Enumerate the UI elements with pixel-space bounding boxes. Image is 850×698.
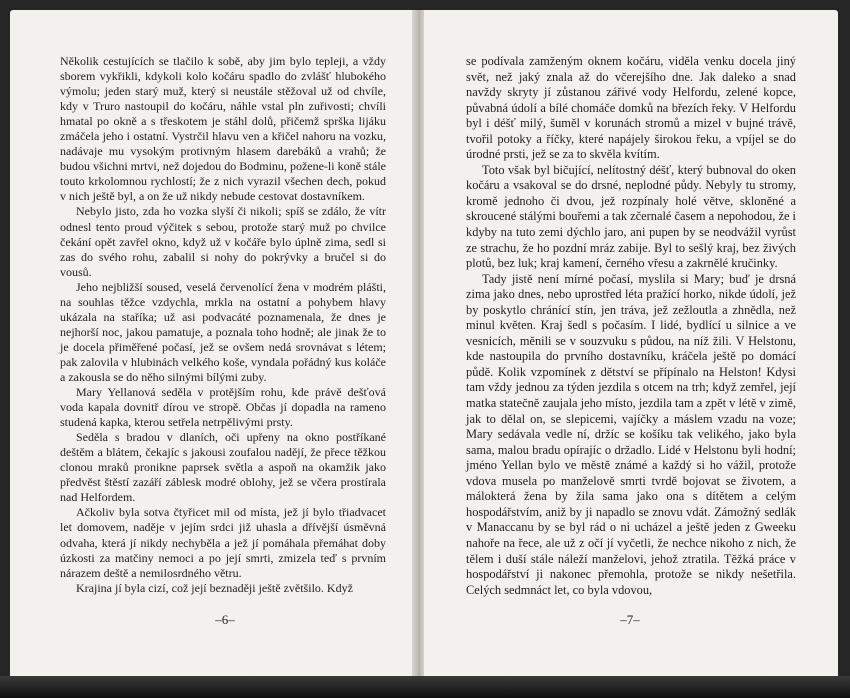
page-number: –7– xyxy=(620,612,640,627)
paragraph: Nebylo jisto, zda ho vozka slyší či nikoli; spíš se zdálo, že vítr odnesl tento proud výčitek s sebou, protože starý muž po chvilce čekání opět zavřel okno, když už v kočáře bylo úplně zima, sedl si zas do svého rohu, zabalil si nohy do pokrývky a bručel si do vousů. xyxy=(60,204,386,279)
paragraph: Toto však byl bičující, nelítostný déšť, který bubnoval do oken kočáru a vsakoval se do drsné, neplodné půdy. Nebyly tu stromy, kromě jednoho či dvou, jež rozpínaly holé větve, skloněné a skroucené stálými bouřemi a tak zčernalé časem a nepohodou, že i kdyby na tuto zemi dýchlo jaro, ani pupen by se neodvážil vyrůst ze strachu, že ho pozdní mráz zabije. Byl to sešlý kraj, bez živých plotů, bez luk; kraj kamení, černého vřesu a zakrnělé kručinky. xyxy=(466,162,796,271)
paragraph: Mary Yellanová seděla v protějším rohu, kde právě dešťová voda kapala dovnitř dírou ve stropě. Občas jí dopadla na rameno studená kapka, kterou setřela netrpělivými prsty. xyxy=(60,385,386,430)
left-page-text xyxy=(60,54,386,596)
right-page-text xyxy=(466,54,796,598)
paragraph: Tady jistě není mírné počasí, myslila si Mary; buď je drsná zima jako dnes, nebo uprostřed léta pražící horko, nikde údolí, jež by poskytlo chránící stín, jen tráva, jež zežloutla a zhnědla, než minul květen. Kraj šedl s počasím. I lidé, bydlící u silnice a ve vesnicích, měnili se v souzvuku s půdou, na níž žili. V Helstonu, kde nastoupila do prvního dostavníku, kráčela ještě po domácí půdě. Kolik vzpomínek z dětství se přípínalo na Helston! Kdysi tam vždy jednou za týden jezdila s otcem na trh; když zemřel, její matka statečně zaujala jeho místo, jezdila tam a zpět v létě v zimě, jak to dělal on, se slepicemi, vajíčky a máslem vzadu na voze; Mary sedávala vedle ní, držíc se košíku tak velikého, jako byla sama, malou bradu opírajíc o držadlo. Lidé v Helstonu byli hodní; jméno Yellan bylo ve městě známé a každý si ho vážil, protože vdova musela po manželově smrti tvrdě bojovat se životem, a málokterá žena by žila sama jako ona s dítětem a celým hospodářstvím, aniž by ji napadlo se znovu vdát. Zámožný sedlák v Manaccanu by se byl rád o ni ucházel a ještě jeden z Gweeku nahoře na řece, ale už z očí jí vyčetli, že nechce nikoho z nich, že tělem i duší stále náleží manželovi, jehož ztratila. Těžká práce v hospodářství ji nakonec přemohla, protože se nikdy nešetřila. Celých sedmnáct let, co byla vdovou, xyxy=(466,271,796,597)
paragraph: Krajina jí byla cizí, což její beznaději ještě zvětšilo. Když xyxy=(76,580,353,595)
paragraph: Ačkoliv byla sotva čtyřicet mil od místa, jež jí bylo třiadvacet let domovem, naděje v jejím srdci již uhasla a dřívější úsměvná odvaha, která jí nikdy nechyběla a jež jí pomáhala přemáhat doby úzkosti za matčiny nemoci a po její smrti, zmizela teď s prvním nárazem deště a nemilosrdného větru. xyxy=(60,505,386,580)
paragraph: Seděla s bradou v dlaních, oči upřeny na okno postříkané deštěm a blátem, čekajíc s jakousi zoufalou nadějí, že přece těžkou clonou mraků pronikne paprsek světla a aspoň na okamžik jako předvěst štěstí zazáří záblesk modré oblohy, jež se včera prostírala nad Helfordem. xyxy=(60,430,386,505)
left-page xyxy=(10,10,415,678)
paragraph: se podívala zamženým oknem kočáru, viděla venku docela jiný svět, než jaký znala až do včerejšího dne. Jak daleko a snad navždy skryty jí zůstanou zářivé vody Helfordu, zelené kopce, půvabná údolí a bílé chomáče domků na březích řeky. V Helfordu byl i déšť milý, šuměl v korunách stromů a mizel v bujné trávě, tvořil potoky a říčky, které napájely širokou řeku, a vpíjel se do úrodné prsti, jež se za to skvěla kvítím. xyxy=(466,54,796,162)
paragraph: Několik cestujících se tlačilo k sobě, aby jim bylo tepleji, a vždy sborem vykřikli, kdykoli kolo kočáru spadlo do zvlášť hlubokého výmolu; jeden starý muž, který si neustále stěžoval už od chvíle, kdy v Truro nastoupil do kočáru, náhle vstal pln zuřivosti; chvíli hmatal po okně a s třeskotem je stáhl dolů, přičemž sprška lijáku zmáčela jeho i ostatní. Vystrčil hlavu ven a křičel nahoru na vozku, nadávaje mu vysokým protivným hlasem darebáků a vrahů; že budou všichni mrtvi, než dojedou do Bodminu, požene-li koně stále touto krkolomnou rychlostí; že z nich vyrazil všechen dech, pokud v nich ještě byl, a on že už nikdy nebude cestovat dostavníkem. xyxy=(60,54,386,204)
paragraph: Jeho nejbližší soused, veselá červenolící žena v modrém plášti, na souhlas těžce vzdychla, mrkla na ostatní a pohybem hlavy ukázala na staříka; už asi podvacáté poznamenala, že dnes je nejhorší noc, jakou pamatuje, a poznala toho hodně; ale jinak že to je docela přiměřené počasí, jež se ovšem nedá srovnávat s létem; pak zalovila v hlubinách velkého koše, vyndala pořádný kus koláče a zakousla se do něho silnými bílými zuby. xyxy=(60,279,386,384)
right-page xyxy=(424,10,838,678)
page-number: –6– xyxy=(215,612,235,627)
book-bottom-edge xyxy=(0,676,850,698)
